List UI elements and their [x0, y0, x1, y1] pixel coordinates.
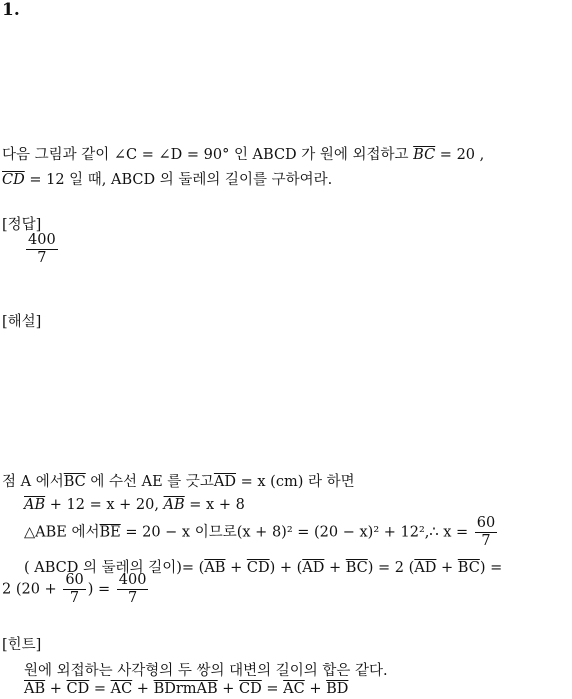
answer-value [24, 232, 60, 267]
solution-text: 점 A 에서 [2, 474, 64, 490]
fraction-numerator: 400 [118, 572, 147, 588]
solution-line-2 [24, 497, 245, 513]
segment-ad: $\overline{AD}$ [414, 560, 437, 576]
hint-text: + [304, 681, 327, 697]
segment-bdrmab: BDrmAB [153, 681, 218, 697]
solution-text: 에 수선 AE 를 긋고 [85, 474, 214, 490]
solution-line-1 [2, 470, 355, 491]
solution-text: + 12 = x + 20, [45, 497, 164, 513]
segment-ab: $\overline{AB}$ [24, 497, 46, 513]
solution-line-3 [24, 515, 499, 550]
solution-line-5 [2, 572, 150, 607]
segment-bd: $\overline{BD}$ [326, 681, 349, 697]
perimeter-fraction [117, 572, 149, 607]
segment-cd: $\overline{CD}$ [66, 681, 90, 697]
segment-ac: $\overline{AC}$ [283, 681, 305, 697]
segment-ab: $\overline{AB}$ [24, 681, 46, 697]
segment-cd: $\overline{CD}$ [239, 681, 262, 697]
answer-numerator: 400 [28, 232, 56, 248]
segment-bc: $\overline{BC}$ [413, 147, 436, 163]
segment-cd: $\overline{CD}$ [246, 560, 270, 576]
problem-text: = 20 , [435, 147, 485, 163]
segment-be: $\overline{BE}$ [99, 524, 121, 541]
fraction-denominator: 7 [481, 533, 491, 549]
hint-text: + [45, 681, 67, 697]
hint-text: = [89, 681, 111, 697]
answer-fraction [26, 232, 58, 267]
hint-text: + [132, 681, 154, 697]
solution-text: △ABE 에서 [24, 524, 100, 541]
solution-text: ) = 2 ( [367, 560, 415, 576]
problem-text: = 12 일 때, ABCD 의 둘레의 길이를 구하여라. [24, 172, 333, 188]
x-fraction [63, 572, 85, 607]
problem-number: 1. [2, 0, 20, 20]
hint-text: + [217, 681, 240, 697]
solution-text: = x (cm) 라 하면 [236, 474, 355, 490]
hint-text: 원에 외접하는 사각형의 두 쌍의 대변의 길이의 합은 같다. [24, 663, 388, 679]
segment-cd: $\overline{CD}$ [2, 172, 25, 188]
solution-text: ( ABCD 의 둘레의 길이)= ( [24, 560, 205, 576]
solution-text: ) + ( [269, 560, 303, 576]
fraction-numerator: 60 [476, 515, 496, 531]
segment-bc: $\overline{BC}$ [345, 560, 368, 576]
segment-bc: $\overline{BC}$ [63, 474, 86, 490]
hint-text: = [261, 681, 284, 697]
fraction-denominator: 7 [128, 590, 138, 606]
solution-text: = x + 8 [184, 497, 245, 513]
solution-text: + [225, 560, 247, 576]
fraction-denominator: 7 [69, 590, 80, 606]
x-fraction [475, 515, 497, 550]
solution-text: + [324, 560, 346, 576]
hint-label: [힌트] [2, 637, 42, 653]
answer-label: [정답] [2, 217, 42, 233]
segment-ad: $\overline{AD}$ [302, 560, 325, 576]
segment-ad: $\overline{AD}$ [213, 474, 237, 490]
solution-text: ) = [479, 560, 503, 576]
fraction-numerator: 60 [65, 572, 84, 588]
solution-label: [해설] [2, 314, 42, 330]
segment-bc: $\overline{BC}$ [457, 560, 480, 576]
segment-ac: $\overline{AC}$ [110, 681, 133, 697]
solution-text: 2 (20 + [2, 581, 62, 598]
problem-line-2 [2, 168, 332, 189]
answer-denominator: 7 [37, 250, 47, 266]
hint-formula [24, 681, 348, 697]
segment-ab: $\overline{AB}$ [204, 560, 226, 576]
problem-line-1 [2, 143, 484, 164]
solution-text: = 20 − x 이므로(x + 8)² = (20 − x)² + 12²,∴ x = [120, 524, 473, 541]
segment-ab: $\overline{AB}$ [163, 497, 185, 513]
problem-text: 다음 그림과 같이 ∠C = ∠D = 90° 인 ABCD 가 원에 외접하고 [2, 147, 414, 163]
solution-text: + [436, 560, 458, 576]
solution-text: ) = [87, 581, 115, 598]
